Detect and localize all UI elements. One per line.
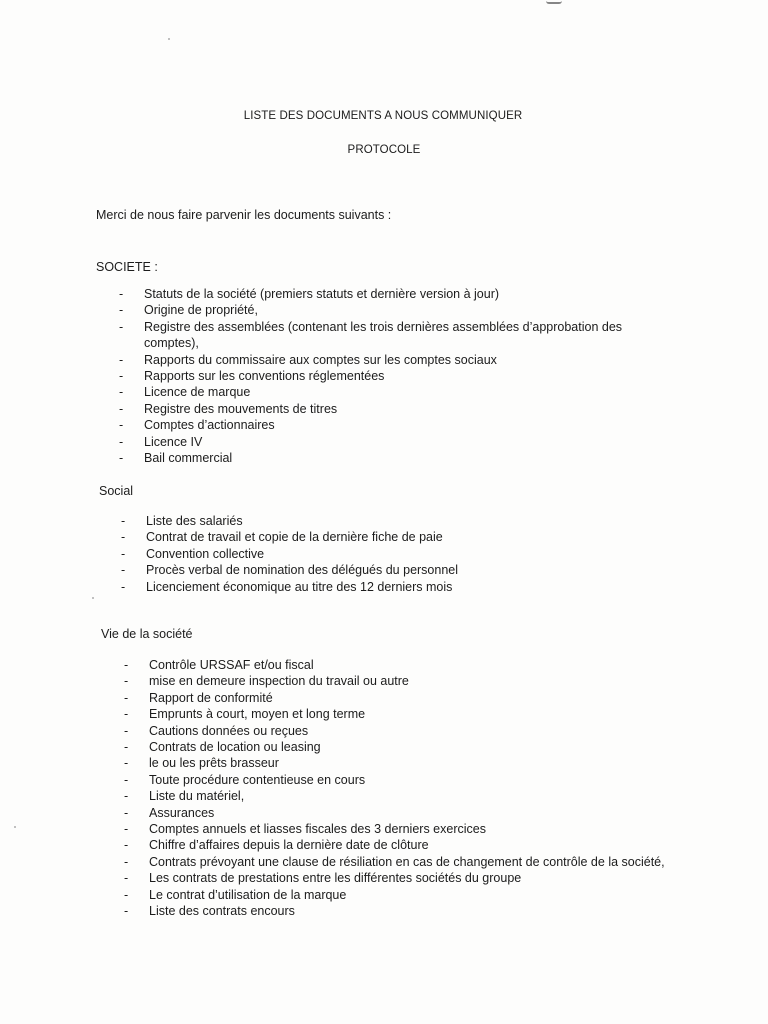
- bullet-dash: -: [124, 887, 129, 902]
- bullet-dash: -: [119, 369, 124, 384]
- page-number-mark: [546, 0, 562, 4]
- list-item-text: Licence IV: [144, 434, 203, 449]
- list-item-text: Chiffre d’affaires depuis la dernière date de clôture: [149, 838, 429, 853]
- list-item: [124, 870, 665, 886]
- list-item-text: Liste du matériel,: [149, 789, 245, 804]
- bullet-dash: -: [124, 871, 129, 886]
- list-item: [124, 821, 665, 837]
- bullet-dash: -: [124, 674, 129, 689]
- list-item: [124, 805, 665, 821]
- list-item: [119, 286, 649, 302]
- list-item-text: Rapport de conformité: [149, 690, 273, 705]
- bullet-dash: -: [121, 530, 126, 545]
- list-item: [124, 657, 665, 673]
- bullet-dash: -: [119, 303, 124, 318]
- list-item-text: Rapports sur les conventions réglementées: [144, 369, 385, 384]
- list-item-text: Assurances: [149, 805, 215, 820]
- bullet-dash: -: [124, 740, 129, 755]
- list-item: [119, 302, 649, 318]
- list-item-text: Convention collective: [146, 546, 265, 561]
- list-item-text: Origine de propriété,: [144, 303, 258, 318]
- list-item: [119, 319, 649, 352]
- bullet-dash: -: [124, 756, 129, 771]
- document-subtitle: PROTOCOLE: [347, 144, 421, 156]
- bullet-dash: -: [124, 658, 129, 672]
- section-list-societe: [119, 286, 649, 466]
- list-item-text: Contrat de travail et copie de la dernière fiche de paie: [146, 530, 443, 545]
- list-item-text: Registre des mouvements de titres: [144, 401, 338, 416]
- list-item-text: Comptes annuels et liasses fiscales des 3 derniers exercices: [149, 822, 486, 837]
- list-item: [119, 450, 649, 466]
- bullet-dash: -: [124, 854, 129, 869]
- bullet-dash: -: [121, 579, 126, 594]
- list-item: [124, 837, 665, 853]
- list-item-text: Contrats prévoyant une clause de résiliation en cas de changement de contrôle de la société,: [149, 854, 665, 869]
- list-item: [124, 772, 665, 788]
- list-item: [121, 562, 459, 578]
- scan-speck: [92, 597, 94, 599]
- bullet-dash: -: [124, 838, 129, 853]
- list-item-text: Contrats de location ou leasing: [149, 740, 321, 755]
- list-item: [124, 903, 665, 919]
- list-item-text: Registre des assemblées (contenant les trois dernières assemblées d’approbation des comptes),: [144, 319, 623, 351]
- list-item: [124, 690, 665, 706]
- list-item-text: Le contrat d’utilisation de la marque: [149, 887, 347, 902]
- list-item-text: Bail commercial: [144, 451, 233, 466]
- bullet-dash: -: [119, 434, 124, 449]
- list-item: [121, 546, 458, 562]
- scan-speck: [14, 826, 16, 828]
- list-item: [124, 706, 665, 722]
- list-item: [124, 788, 665, 804]
- bullet-dash: -: [124, 805, 129, 820]
- list-item-text: Toute procédure contentieuse en cours: [149, 772, 366, 787]
- list-item: [119, 434, 649, 450]
- document-title: LISTE DES DOCUMENTS A NOUS COMMUNIQUER: [243, 110, 523, 122]
- list-item: [119, 384, 649, 400]
- list-item-text: Contrôle URSSAF et/ou fiscal: [149, 658, 314, 672]
- list-item-text: Comptes d’actionnaires: [144, 418, 275, 433]
- list-item-text: mise en demeure inspection du travail ou autre: [149, 674, 409, 689]
- list-item: [119, 352, 649, 368]
- list-item: [124, 887, 665, 903]
- list-item: [124, 854, 665, 870]
- bullet-dash: -: [119, 401, 124, 416]
- scan-speck: [168, 38, 170, 40]
- list-item-text: Emprunts à court, moyen et long terme: [149, 707, 366, 722]
- list-item-text: Liste des contrats encours: [149, 904, 295, 919]
- list-item-text: Cautions données ou reçues: [149, 723, 309, 738]
- bullet-dash: -: [119, 319, 124, 334]
- list-item-text: Licence de marque: [144, 385, 251, 400]
- bullet-dash: -: [119, 352, 124, 367]
- list-item-text: Statuts de la société (premiers statuts et dernière version à jour): [144, 287, 500, 301]
- list-item: [121, 513, 458, 529]
- bullet-dash: -: [124, 690, 129, 705]
- list-item: [121, 579, 458, 595]
- bullet-dash: -: [124, 822, 129, 837]
- list-item: [124, 723, 665, 739]
- list-item-text: Rapports du commissaire aux comptes sur les comptes sociaux: [144, 352, 497, 367]
- intro-text: Merci de nous faire parvenir les documents suivants :: [96, 208, 392, 222]
- bullet-dash: -: [124, 772, 129, 787]
- list-item: [119, 417, 649, 433]
- section-list-social: [121, 513, 459, 595]
- bullet-dash: -: [119, 287, 124, 301]
- section-heading-vie-de-la-societe: Vie de la société: [101, 627, 193, 641]
- list-item-text: Licenciement économique au titre des 12 derniers mois: [146, 579, 453, 594]
- list-item-text: Liste des salariés: [146, 514, 243, 528]
- list-item-text: Les contrats de prestations entre les différentes sociétés du groupe: [149, 871, 522, 886]
- bullet-dash: -: [121, 546, 126, 561]
- bullet-dash: -: [124, 904, 129, 919]
- list-item: [119, 368, 649, 384]
- bullet-dash: -: [124, 707, 129, 722]
- list-item-text: Procès verbal de nomination des délégués du personnel: [146, 563, 459, 578]
- bullet-dash: -: [119, 418, 124, 433]
- bullet-dash: -: [124, 723, 129, 738]
- list-item: [119, 401, 649, 417]
- bullet-dash: -: [121, 514, 126, 528]
- list-item: [124, 755, 665, 771]
- bullet-dash: -: [124, 789, 129, 804]
- list-item-text: le ou les prêts brasseur: [149, 756, 279, 771]
- list-item: [124, 673, 665, 689]
- list-item: [121, 529, 458, 545]
- list-item: [124, 739, 665, 755]
- bullet-dash: -: [119, 385, 124, 400]
- section-heading-societe: SOCIETE :: [96, 260, 158, 274]
- bullet-dash: -: [119, 451, 124, 466]
- section-heading-social: Social: [99, 484, 134, 498]
- bullet-dash: -: [121, 563, 126, 578]
- section-list-vie-de-la-societe: [124, 657, 665, 920]
